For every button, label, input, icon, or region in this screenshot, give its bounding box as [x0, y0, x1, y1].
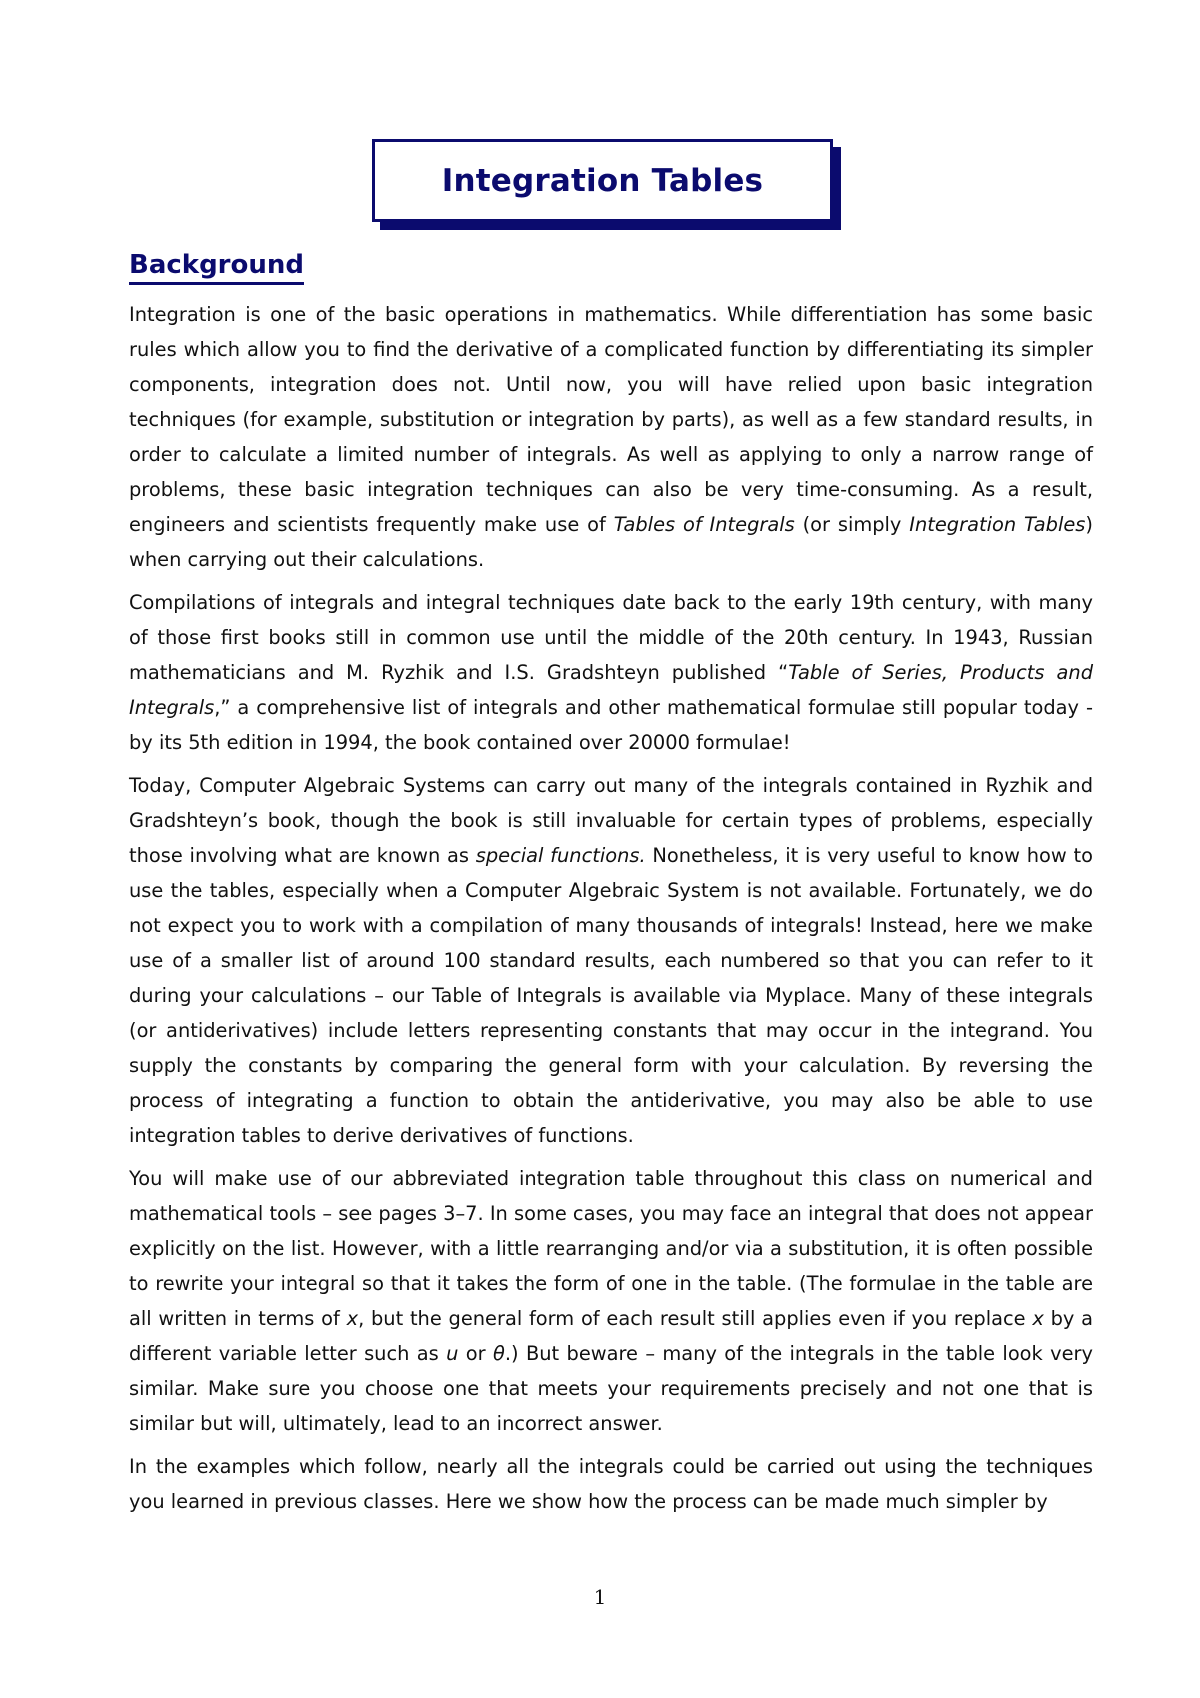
text-run: Integration is one of the basic operations in mathematics. While differentiation has some basic rules which allow you to find the derivative of a complicated function by differentiating its simpler components, integration does not. Until now, you will have relied upon basic integration techniques (for example, substitution or integration by parts), as well as a few standard results, in order to calculate a limited number of integrals. As well as applying to only a narrow range of problems, these basic integration techniques can also be very time-consuming. As a result, engineers and scientists frequently make use of — [129, 303, 1093, 536]
text-run: You will make use of our abbreviated integration table throughout this class on numerical and mathematical tools – see pages 3–7. In some cases, you may face an integral that does not appear explicitly on the list. However, with a little rearranging and/or via a substitution, it is often possible to rewrite your integral so that it takes the form of one in the table. (The formulae in the table are all written in terms of — [129, 1167, 1093, 1330]
page-title: Integration Tables — [441, 162, 764, 199]
paragraph — [129, 768, 1093, 1153]
title-box — [372, 139, 833, 222]
paragraph — [129, 1449, 1093, 1519]
paragraph — [129, 585, 1093, 760]
text-run: ) when carrying out their calculations. — [129, 513, 1093, 571]
paragraph — [129, 297, 1093, 577]
text-run: or — [458, 1342, 493, 1365]
emphasis-text: Tables of Integrals — [613, 513, 795, 536]
body-text — [129, 297, 1093, 1527]
emphasis-text: Integration Tables — [909, 513, 1086, 536]
text-run: by a different variable letter such as — [129, 1307, 1093, 1365]
page-number: 1 — [593, 1585, 607, 1609]
text-run: Nonetheless, it is very useful to know how to use the tables, especially when a Computer Algebraic System is not available. Fortunately, we do not expect you to work with a compilation of many thousands of integrals! Instead, here we make use of a smaller list of around 100 standard results, each numbered so that you can refer to it during your calculations – our Table of Integrals is available via Myplace. Many of these integrals (or antiderivatives) include letters representing constants that may occur in the integrand. You supply the constants by comparing the general form with your calculation. By reversing the process of integrating a function to obtain the antiderivative, you may also be able to use integration tables to derive derivatives of functions. — [129, 844, 1093, 1147]
math-variable: x — [346, 1307, 359, 1330]
text-run: Compilations of integrals and integral techniques date back to the early 19th century, with many of those first books still in common use until the middle of the 20th century. In 1943, Russian mathematicians and M. Ryzhik and I.S. Gradshteyn published “ — [129, 591, 1093, 684]
text-run: , but the general form of each result still applies even if you replace — [358, 1307, 1033, 1330]
text-run: Today, Computer Algebraic Systems can carry out many of the integrals contained in Ryzhik and Gradshteyn’s book, though the book is still invaluable for certain types of problems, especially those involving what are known as — [129, 774, 1093, 867]
paragraph — [129, 1161, 1093, 1441]
text-run: ,” a comprehensive list of integrals and other mathematical formulae still popular today - by its 5th edition in 1994, the book contained over 20000 formulae! — [129, 696, 1093, 754]
text-run: .) But beware – many of the integrals in the table look very similar. Make sure you choose one that meets your requirements precisely and not one that is similar but will, ultimately, lead to an incorrect answer. — [129, 1342, 1093, 1435]
section-heading: Background — [129, 250, 304, 285]
text-run: (or simply — [794, 513, 910, 536]
math-variable: x — [1032, 1307, 1044, 1330]
math-variable: θ — [493, 1342, 505, 1365]
emphasis-text: Table of Series, Products and Integrals — [129, 661, 1094, 719]
math-variable: u — [446, 1342, 459, 1365]
text-run: In the examples which follow, nearly all the integrals could be carried out using the techniques you learned in previous classes. Here we show how the process can be made much simpler by — [129, 1455, 1093, 1513]
emphasis-text: special functions. — [475, 844, 646, 867]
